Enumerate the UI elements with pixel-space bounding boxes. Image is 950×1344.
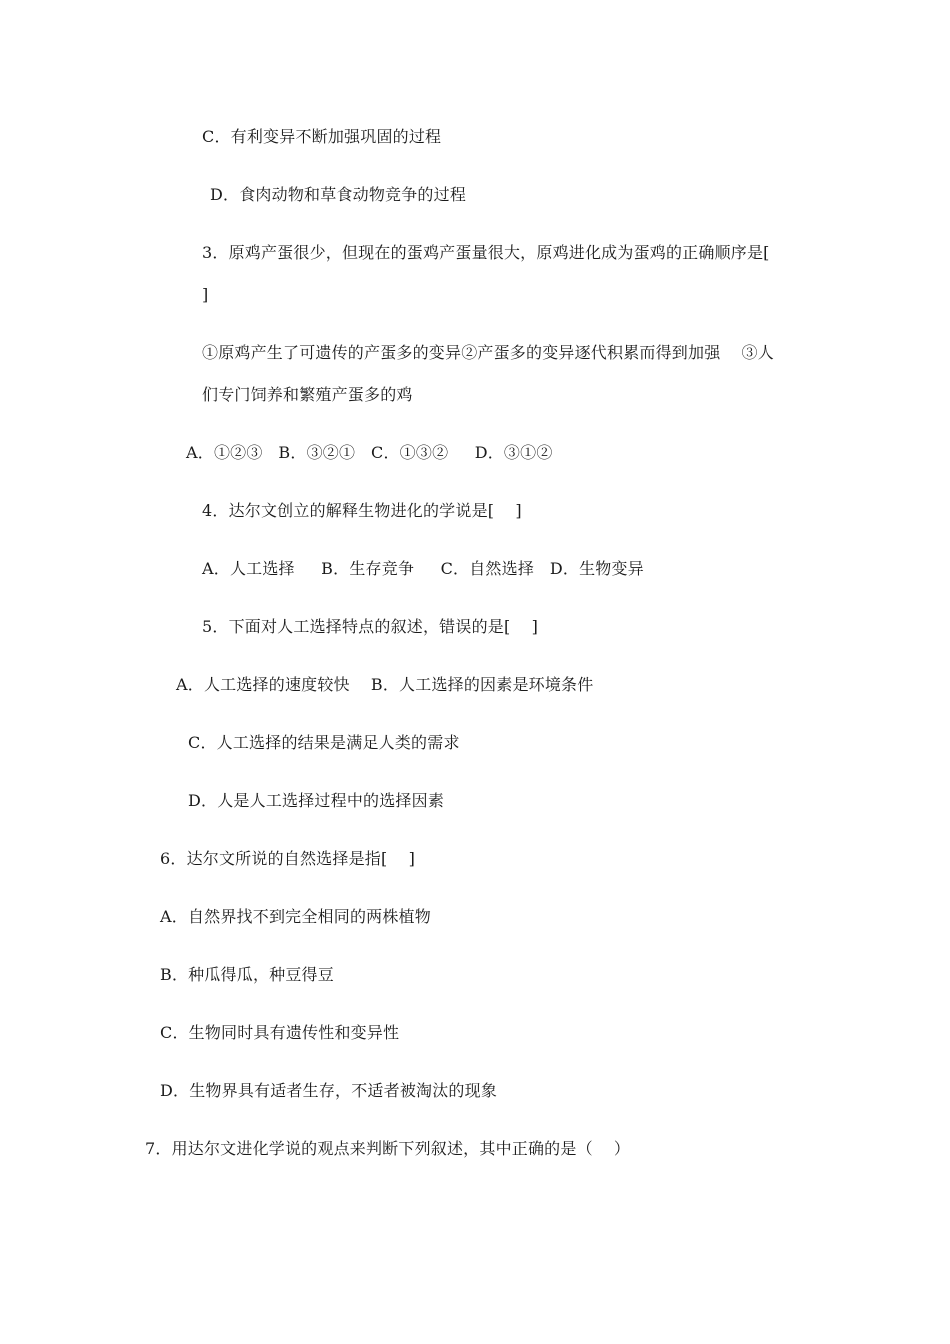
q3-question-bracket: ] <box>202 285 209 304</box>
q3-statements-cont: 们专门饲养和繁殖产蛋多的鸡 <box>202 385 413 404</box>
q6-option-b: B．种瓜得瓜，种豆得豆 <box>160 965 334 984</box>
q5-options-ab: A．人工选择的速度较快 B．人工选择的因素是环境条件 <box>176 675 594 694</box>
q3-question: 3．原鸡产蛋很少，但现在的蛋鸡产蛋量很大，原鸡进化成为蛋鸡的正确顺序是[ <box>202 243 770 262</box>
q3-statements: ①原鸡产生了可遗传的产蛋多的变异②产蛋多的变异逐代积累而得到加强 ③人 <box>202 343 774 362</box>
q6-option-d: D．生物界具有适者生存，不适者被淘汰的现象 <box>160 1081 498 1100</box>
q5-option-c: C．人工选择的结果是满足人类的需求 <box>188 733 460 752</box>
q5-option-d: D．人是人工选择过程中的选择因素 <box>188 791 445 810</box>
q3-options: A．①②③ B．③②① C．①③② D．③①② <box>186 443 553 462</box>
q2-option-c: C．有利变异不断加强巩固的过程 <box>202 127 442 146</box>
q6-option-a: A．自然界找不到完全相同的两株植物 <box>160 907 431 926</box>
q4-question: 4．达尔文创立的解释生物进化的学说是[ ] <box>202 501 522 520</box>
q5-question: 5．下面对人工选择特点的叙述，错误的是[ ] <box>202 617 539 636</box>
q4-options: A．人工选择 B．生存竞争 C．自然选择 D．生物变异 <box>202 559 644 578</box>
q7-question: 7．用达尔文进化学说的观点来判断下列叙述，其中正确的是（ ） <box>145 1139 631 1158</box>
q2-option-d: D．食肉动物和草食动物竞争的过程 <box>210 185 467 204</box>
q6-question: 6．达尔文所说的自然选择是指[ ] <box>160 849 416 868</box>
q6-option-c: C．生物同时具有遗传性和变异性 <box>160 1023 400 1042</box>
